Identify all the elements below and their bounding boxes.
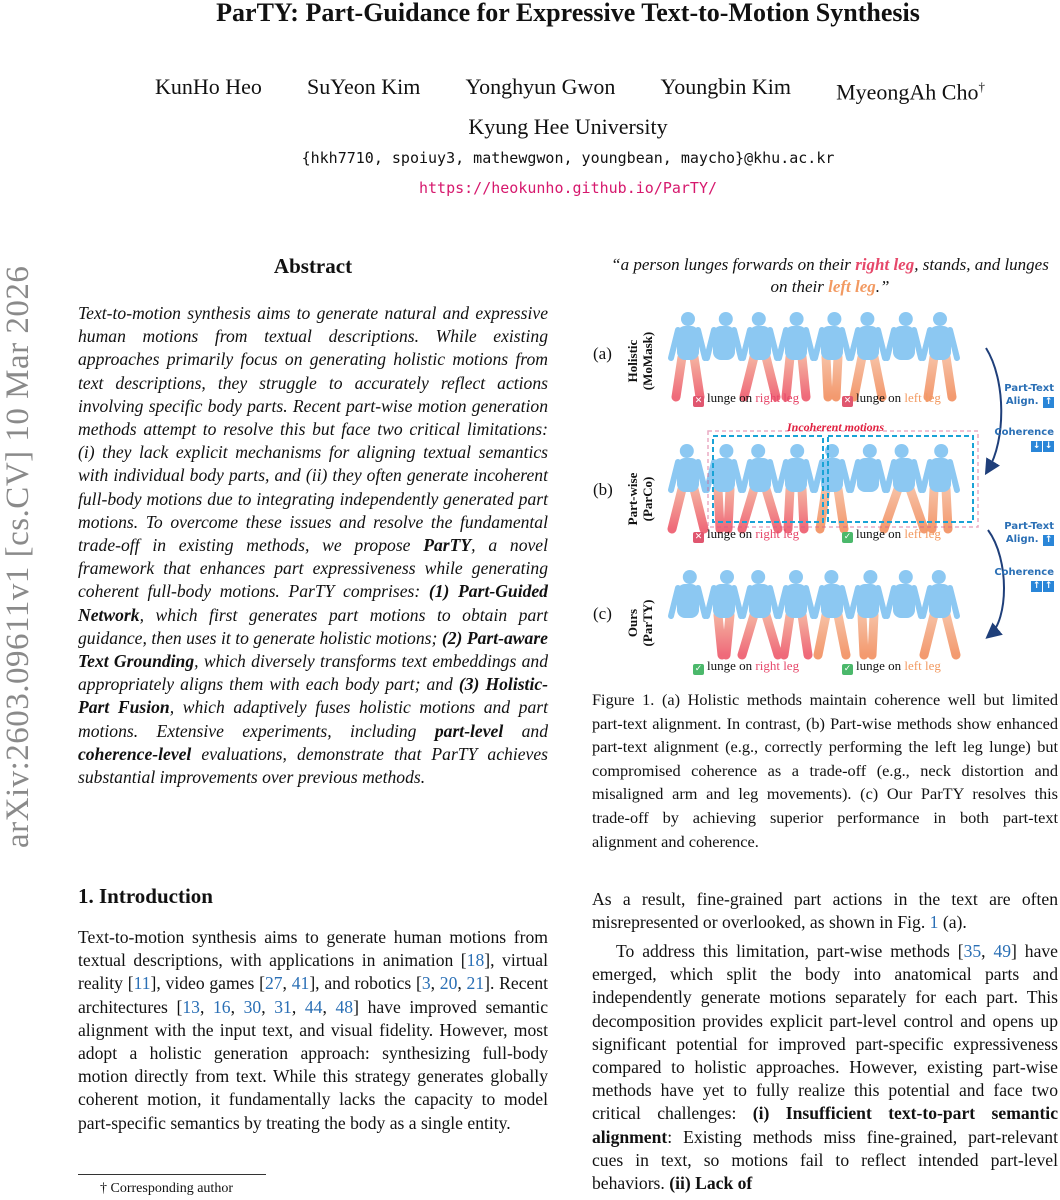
arm <box>815 330 822 358</box>
arm <box>734 588 741 616</box>
motion-frame <box>742 570 778 655</box>
arm <box>887 462 894 490</box>
citation-link[interactable]: 11 <box>133 973 151 994</box>
paper-title: ParTY: Part-Guidance for Expressive Text-to-Motion Synthesis <box>216 0 920 27</box>
arm <box>842 588 849 616</box>
leg <box>694 489 704 529</box>
incoherent-label: Incoherent motions <box>787 420 885 434</box>
head <box>824 570 838 584</box>
arm <box>842 462 849 490</box>
arm <box>671 462 678 490</box>
leg <box>836 357 838 397</box>
head <box>933 312 947 326</box>
arm <box>914 330 921 358</box>
citation-link[interactable]: 21 <box>466 973 485 994</box>
head <box>934 444 948 458</box>
motion-frame <box>743 312 777 397</box>
arm <box>671 588 678 616</box>
arm <box>878 588 885 616</box>
head <box>751 444 765 458</box>
citation-link[interactable]: 18 <box>466 950 485 971</box>
lunge-status: ✓ lunge on left leg <box>843 658 941 674</box>
head <box>899 570 913 584</box>
row-letter: (b) <box>593 480 613 499</box>
motion-frame <box>671 570 705 655</box>
side-note: Part-Text Align. ↑ <box>1004 521 1054 545</box>
leg <box>818 615 826 655</box>
leg <box>718 615 722 655</box>
leg <box>676 357 682 397</box>
author: SuYeon Kim <box>307 74 421 99</box>
side-note: Coherence ↑ ↑ <box>994 567 1054 591</box>
motion-frame <box>815 570 849 655</box>
arm <box>770 330 777 358</box>
arm <box>887 330 894 358</box>
arm <box>950 330 957 358</box>
motion-frame <box>851 570 885 655</box>
arm <box>806 588 813 616</box>
project-link[interactable]: https://heokunho.github.io/ParTY/ <box>418 179 717 197</box>
head <box>681 312 695 326</box>
head <box>790 444 804 458</box>
leg <box>788 489 790 529</box>
arm <box>914 588 921 616</box>
arm <box>851 330 858 358</box>
figure-prompt: “a person lunges forwards on their right leg, stands, and lunges on their left leg.” <box>611 255 1049 296</box>
lunge-status: ✓ lunge on left leg <box>843 526 941 542</box>
arm <box>743 330 750 358</box>
head <box>719 312 733 326</box>
arm <box>851 462 858 490</box>
lunge-status: ✕ lunge on left leg <box>843 390 941 406</box>
arm <box>923 462 930 490</box>
row-letter: (a) <box>593 344 612 363</box>
leg <box>862 615 864 655</box>
citation-link[interactable]: 13 <box>182 996 200 1017</box>
leg <box>766 615 778 655</box>
head <box>789 570 803 584</box>
arm <box>671 330 678 358</box>
head <box>860 312 874 326</box>
footnote-divider <box>78 1174 266 1175</box>
figure-1 <box>588 300 1060 685</box>
arm <box>770 462 777 490</box>
arm <box>950 588 957 616</box>
arxiv-identifier: arXiv:2603.09611v1 [cs.CV] 10 Mar 2026 <box>0 265 36 848</box>
citation-link[interactable]: 44 <box>304 996 323 1017</box>
lunge-status: ✕ lunge on right leg <box>694 526 800 542</box>
leg <box>784 615 790 655</box>
leg <box>726 615 730 655</box>
motion-frame <box>884 444 924 529</box>
leg <box>802 615 808 655</box>
head <box>863 570 877 584</box>
motion-frame <box>815 312 849 397</box>
section-heading: 1. Introduction <box>78 884 213 908</box>
arm <box>779 588 786 616</box>
arm <box>707 588 714 616</box>
motion-frame <box>851 444 885 529</box>
motion-frame <box>671 444 705 529</box>
leg <box>946 357 952 397</box>
arm <box>779 462 786 490</box>
arm <box>842 330 849 358</box>
figure-caption: Figure 1. (a) Holistic methods maintain coherence well but limited part-text alignment. In contrast, (b) Part-wise methods show enhanced part-text alignment (e.g., correctly performing the left leg lunge) but compromised coherence as a trade-off (e.g., neck distortion and misaligned arm and leg movements). (c) Our ParTY resolves this trade-off by achieving superior performance in both part-text alignment and coherence. <box>592 690 1058 851</box>
lunge-status: ✓ lunge on right leg <box>694 658 800 674</box>
arm <box>887 588 894 616</box>
body-paragraph: As a result, fine-grained part actions in the text are often misrepresented or overlooked, as shown in Fig. 1 (a). <box>592 889 1058 933</box>
arm <box>743 462 750 490</box>
leg <box>872 615 874 655</box>
citation-link[interactable]: 35 <box>963 941 982 961</box>
intro-paragraph: Text-to-motion synthesis aims to generate human motions from textual descriptions, with applications in animation [18], virtual reality [11], video games [27, 41], and robotics [3, 20, 21]. Recent architectures [13, 16, 30, 31, 44, 48] have improved semantic alignment with the input text, and visual fidelity. However, most adopt a holistic generation approach: synthesizing full-body motion directly from text. While this strategy generates globally coherent motion, it fundamentally lacks the capacity to model part-specific semantics by treating the body as a single entity. <box>78 927 549 1133</box>
motion-frame <box>923 570 957 655</box>
motion-frame <box>671 312 705 397</box>
arm <box>770 588 777 616</box>
arm <box>914 462 921 490</box>
row-label: Holistic (MoMask) <box>625 331 655 391</box>
motion-frame <box>779 312 813 397</box>
motion-frame <box>779 570 813 655</box>
motion-frame <box>707 312 741 397</box>
citation-link[interactable]: 41 <box>291 973 310 994</box>
head <box>720 570 734 584</box>
head <box>932 570 946 584</box>
motion-frame <box>742 444 778 529</box>
arm <box>815 462 822 490</box>
arm <box>923 588 930 616</box>
leg <box>924 615 934 655</box>
motion-frame <box>707 570 741 655</box>
author: Youngbin Kim <box>660 74 791 99</box>
arm <box>779 330 786 358</box>
head <box>790 312 804 326</box>
arm <box>923 330 930 358</box>
row-label: Part-wise (ParCo) <box>625 472 655 526</box>
corresponding-mark: † <box>978 79 985 94</box>
author: KunHo Heo <box>155 74 262 99</box>
row-letter: (c) <box>593 604 612 623</box>
footnote: † Corresponding author <box>100 1181 233 1196</box>
motion-frame <box>887 312 921 397</box>
arm <box>851 588 858 616</box>
head <box>863 444 877 458</box>
author-list <box>155 72 985 107</box>
motion-frame <box>923 312 957 397</box>
head <box>752 312 766 326</box>
leg <box>672 489 682 529</box>
citation-link[interactable]: 31 <box>274 996 292 1017</box>
arm <box>734 330 741 358</box>
head <box>680 444 694 458</box>
body-paragraph: To address this limitation, part-wise methods [35, 49] have emerged, which split the body into anatomical parts and independently generate motions separately for each part. This decomposition provides explicit part-level control and opens up significant potential for improved part-specific expressiveness compared to holistic approaches. However, existing part-wise methods have yet to fully realize this potential and face two critical challenges: (i) Insufficient text-to-part semantic alignment: Existing methods miss fine-grained, part-relevant cues in text, so motions fail to reflect intended part-level behaviors. (ii) Lack of <box>592 941 1058 1194</box>
author: MyeongAh Cho† <box>836 79 985 105</box>
citation-link[interactable]: 27 <box>264 973 283 994</box>
motion-frame <box>887 570 921 655</box>
head <box>899 312 913 326</box>
head <box>719 444 733 458</box>
abstract-heading: Abstract <box>273 254 353 278</box>
arm <box>815 588 822 616</box>
motion-frame <box>779 444 813 529</box>
leg <box>742 615 754 655</box>
arm <box>878 462 885 490</box>
citation-link[interactable]: 48 <box>335 996 354 1017</box>
head <box>895 444 909 458</box>
arm <box>806 462 813 490</box>
citation-link[interactable]: 3 <box>421 973 431 994</box>
citation-link[interactable]: 16 <box>212 996 231 1017</box>
head <box>827 312 841 326</box>
arm <box>950 462 957 490</box>
arm <box>698 588 705 616</box>
side-note: Part-Text Align. ↑ <box>1004 383 1054 407</box>
author: Yonghyun Gwon <box>465 74 616 99</box>
affiliation: Kyung Hee University <box>468 114 668 139</box>
leg <box>802 357 806 397</box>
lunge-status: ✕ lunge on right leg <box>694 390 800 406</box>
leg <box>946 615 956 655</box>
motion-frame <box>851 312 885 397</box>
figure-link[interactable]: 1 <box>929 912 939 933</box>
arm <box>734 462 741 490</box>
head <box>683 570 697 584</box>
arm <box>707 330 714 358</box>
head <box>751 570 765 584</box>
motion-frame <box>815 444 849 529</box>
arm <box>698 330 705 358</box>
arm <box>743 588 750 616</box>
citation-link[interactable]: 49 <box>993 941 1012 961</box>
citation-link[interactable]: 20 <box>439 973 458 994</box>
author-emails: {hkh7710, spoiuy3, mathewgwon, youngbean, maycho}@khu.ac.kr <box>301 149 835 167</box>
side-note: Coherence ↓ ↓ <box>994 427 1054 451</box>
arm <box>878 330 885 358</box>
citation-link[interactable]: 30 <box>243 996 262 1017</box>
leg <box>838 615 846 655</box>
row-label: Ours (ParTY) <box>625 599 655 647</box>
arm <box>698 462 705 490</box>
motion-frame <box>923 444 957 529</box>
arm <box>806 330 813 358</box>
leg <box>932 489 934 529</box>
abstract-body: Text-to-motion synthesis aims to generate natural and expressive human motions from textual descriptions. While existing approaches primarily focus on generating holistic motions from text descriptions, they struggle to accurately reflect actions involving specific body parts. Recent part-wise motion generation methods attempt to resolve this but face two critical limitations: (i) they lack explicit mechanisms for aligning textual semantics with individual body parts, and (ii) they often generate incoherent full-body motions due to integrating independently generated part motions. To overcome these issues and resolve the fundamental trade-off in existing methods, we propose ParTY, a novel framework that enhances part expressiveness while generating coherent full-body motions. ParTY comprises: (1) Part-Guided Network, which first generates part motions to obtain part guidance, then uses it to generate holistic motions; (2) Part-aware Text Grounding, which diversely transforms text embeddings and appropriately aligns them with each body part; and (3) Holistic-Part Fusion, which adaptively fuses holistic motions and part motions. Extensive experiments, including part-level and coherence-level evaluations, demonstrate that ParTY achieves substantial improvements over previous methods. <box>78 303 549 788</box>
leg <box>826 357 828 397</box>
